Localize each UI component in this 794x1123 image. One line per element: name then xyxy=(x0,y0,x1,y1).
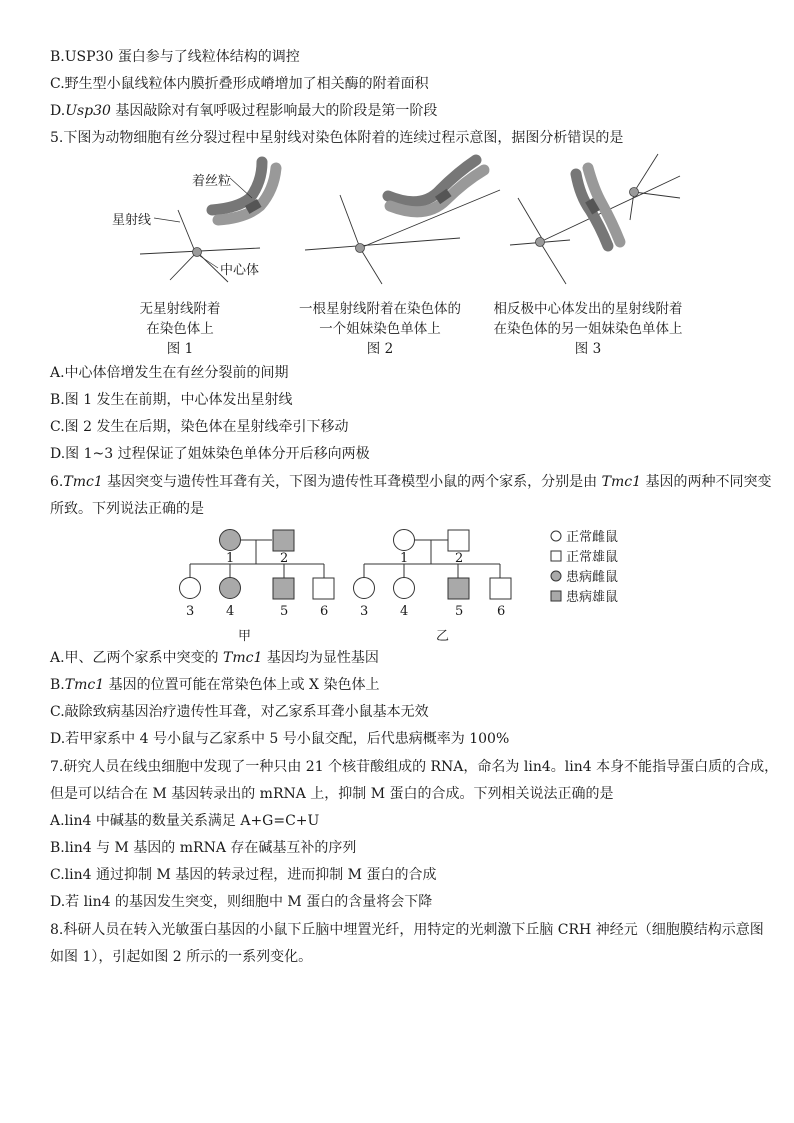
q6-stem-line2: 所致。下列说法正确的是 xyxy=(50,501,204,517)
q6-option-a xyxy=(50,648,379,668)
figure-3-caption xyxy=(478,299,698,359)
kinetochore-label: 着丝粒 xyxy=(192,174,232,189)
normal-female-b3 xyxy=(354,578,375,599)
spindle-attachment-figure xyxy=(100,150,700,290)
q4-option-c: C.野生型小鼠线粒体内膜折叠形成嵴增加了相关酶的附着面积 xyxy=(50,76,429,92)
fig2-aster-ray xyxy=(305,238,460,250)
q6-option-b-prefix: B. xyxy=(50,677,65,693)
fig1-aster-ray xyxy=(170,252,197,280)
figure-1-name: 图 1 xyxy=(166,341,194,357)
q4-option-d-gene: Usp30 xyxy=(65,103,111,119)
id-a4: 4 xyxy=(226,604,235,619)
q6-stem-line1 xyxy=(50,472,771,492)
q6-option-b-gene: Tmc1 xyxy=(64,677,105,693)
figure-3-desc-line2: 在染色体的另一姐妹染色单体上 xyxy=(493,321,683,337)
figure-1-desc-line2: 在染色体上 xyxy=(146,321,214,337)
q7-stem-line1: 7.研究人员在线虫细胞中发现了一种只由 21 个核苷酸组成的 RNA，命名为 lin4。lin4 本身不能指导蛋白质的合成， xyxy=(50,759,779,775)
q6-option-b xyxy=(50,675,379,695)
q7-option-b: B.lin4 与 M 基因的 mRNA 存在碱基互补的序列 xyxy=(50,840,357,856)
figure-1-diagram xyxy=(112,162,276,282)
legend-normal-male-symbol xyxy=(551,551,561,561)
figure-2-diagram xyxy=(305,160,500,284)
fig2-aster-ray xyxy=(340,195,360,248)
id-a6: 6 xyxy=(320,604,329,619)
pedigree-figure xyxy=(160,522,640,644)
id-b6: 6 xyxy=(497,604,506,619)
affected-female-a4 xyxy=(220,578,241,599)
normal-female-b1 xyxy=(394,530,415,551)
id-b4: 4 xyxy=(400,604,409,619)
normal-female-a3 xyxy=(180,578,201,599)
family-a-label: 甲 xyxy=(238,629,252,644)
id-a2: 2 xyxy=(280,551,289,566)
id-b3: 3 xyxy=(360,604,369,619)
figure-1-caption xyxy=(110,299,250,359)
normal-male-b6 xyxy=(490,578,511,599)
q5-option-a: A.中心体倍增发生在有丝分裂前的间期 xyxy=(50,365,289,381)
id-b1: 1 xyxy=(400,551,409,566)
pedigree-family-b xyxy=(354,530,512,645)
fig1-aster-ray xyxy=(178,210,196,254)
legend-normal-male: 正常雄鼠 xyxy=(566,550,619,565)
legend-affected-female-symbol xyxy=(551,571,561,581)
q6-stem-text: 基因突变与遗传性耳聋有关，下图为遗传性耳聋模型小鼠的两个家系，分别是由 xyxy=(102,474,602,490)
figure-3-diagram xyxy=(510,154,680,284)
fig3-attached-fiber-b xyxy=(634,192,680,198)
normal-female-b4 xyxy=(394,578,415,599)
q5-option-b: B.图 1 发生在前期，中心体发出星射线 xyxy=(50,392,293,408)
id-b5: 5 xyxy=(455,604,464,619)
q4-option-d xyxy=(50,101,437,121)
q6-stem-text-end: 基因的两种不同突变 xyxy=(641,474,772,490)
q5-option-d: D.图 1~3 过程保证了姐妹染色单体分开后移向两极 xyxy=(50,446,370,462)
id-a1: 1 xyxy=(226,551,235,566)
fig3-centrosome-left xyxy=(536,238,545,247)
affected-male-b5 xyxy=(448,578,469,599)
q4-option-b: B.USP30 蛋白参与了线粒体结构的调控 xyxy=(50,49,300,65)
figure-3-desc-line1: 相反极中心体发出的星射线附着 xyxy=(493,301,683,317)
normal-male-a6 xyxy=(313,578,334,599)
legend-affected-male-symbol xyxy=(551,591,561,601)
legend-normal-female-symbol xyxy=(551,531,561,541)
q6-option-a-gene: Tmc1 xyxy=(223,650,263,666)
legend-normal-female: 正常雌鼠 xyxy=(566,530,619,545)
spindle-fiber-leader xyxy=(154,218,180,222)
q7-option-c: C.lin4 通过抑制 M 基因的转录过程，进而抑制 M 蛋白的合成 xyxy=(50,867,437,883)
figure-3-name: 图 3 xyxy=(574,341,602,357)
legend-affected-male: 患病雄鼠 xyxy=(566,590,619,605)
fig1-centrosome xyxy=(193,248,202,257)
normal-male-b2 xyxy=(448,530,469,551)
q6-option-a-text: A.甲、乙两个家系中突变的 xyxy=(50,650,224,666)
fig2-aster-ray xyxy=(360,248,382,284)
figure-2-desc-line1: 一根星射线附着在染色体的 xyxy=(299,301,461,317)
family-b-label: 乙 xyxy=(436,629,450,644)
q6-option-d: D.若甲家系中 4 号小鼠与乙家系中 5 号小鼠交配，后代患病概率为 100% xyxy=(50,731,510,747)
pedigree-family-a xyxy=(180,530,335,645)
affected-male-a5 xyxy=(273,578,294,599)
centrosome-leader xyxy=(200,256,218,268)
q7-option-d: D.若 lin4 的基因发生突变，则细胞中 M 蛋白的含量将会下降 xyxy=(50,894,433,910)
affected-female-a1 xyxy=(220,530,241,551)
pedigree-legend xyxy=(551,529,618,605)
q6-option-c: C.敲除致病基因治疗遗传性耳聋，对乙家系耳聋小鼠基本无效 xyxy=(50,704,429,720)
q7-stem-line2: 但是可以结合在 M 基因转录出的 mRNA 上，抑制 M 蛋白的合成。下列相关说法正确的是 xyxy=(50,786,614,802)
figure-2-name: 图 2 xyxy=(366,341,394,357)
fig3-aster-ray xyxy=(634,154,658,192)
spindle-fiber-label: 星射线 xyxy=(112,213,152,228)
id-a5: 5 xyxy=(280,604,289,619)
fig3-aster-ray xyxy=(540,242,566,284)
q5-option-c: C.图 2 发生在后期，染色体在星射线牵引下移动 xyxy=(50,419,349,435)
q6-stem-gene: Tmc1 xyxy=(63,474,103,490)
fig3-centrosome-right xyxy=(630,188,639,197)
figure-1-desc-line1: 无星射线附着 xyxy=(139,301,221,317)
q8-stem-line1: 8.科研人员在转入光敏蛋白基因的小鼠下丘脑中埋置光纤，用特定的光刺激下丘脑 CRH 神经元（细胞膜结构示意图 xyxy=(50,922,764,938)
id-b2: 2 xyxy=(455,551,464,566)
legend-affected-female: 患病雌鼠 xyxy=(566,570,619,585)
fig2-centrosome xyxy=(356,244,365,253)
q6-stem-gene-2: Tmc1 xyxy=(601,474,642,490)
q6-stem-number: 6. xyxy=(50,474,64,490)
q6-option-a-text-end: 基因均为显性基因 xyxy=(262,650,379,666)
q6-option-b-text: 基因的位置可能在常染色体上或 X 染色体上 xyxy=(104,677,380,693)
fig3-aster-ray xyxy=(518,198,544,242)
affected-male-a2 xyxy=(273,530,294,551)
centrosome-label: 中心体 xyxy=(220,263,260,278)
id-a3: 3 xyxy=(186,604,195,619)
q7-option-a: A.lin4 中碱基的数量关系满足 A+G=C+U xyxy=(50,813,320,829)
q4-option-d-prefix: D. xyxy=(50,103,66,119)
q5-stem: 5.下图为动物细胞有丝分裂过程中星射线对染色体附着的连续过程示意图，据图分析错误的是 xyxy=(50,130,624,146)
q8-stem-line2: 如图 1），引起如图 2 所示的一系列变化。 xyxy=(50,949,313,965)
q4-option-d-text: 基因敲除对有氧呼吸过程影响最大的阶段是第一阶段 xyxy=(110,103,438,119)
fig2-chromosome xyxy=(388,160,484,212)
figure-2-caption xyxy=(280,299,480,359)
kinetochore-leader xyxy=(230,178,252,198)
figure-2-desc-line2: 一个姐妹染色单体上 xyxy=(319,321,441,337)
